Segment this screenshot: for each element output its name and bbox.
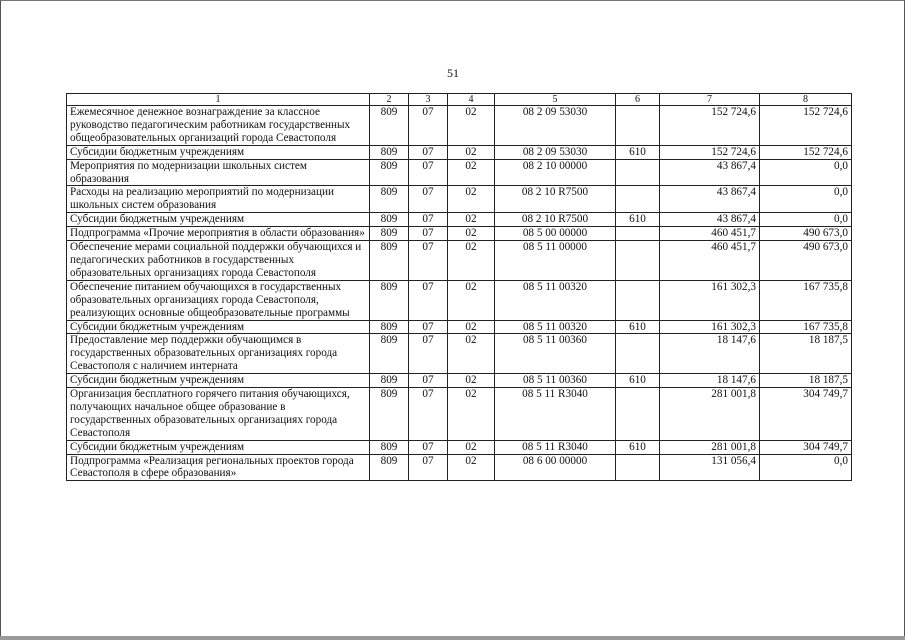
amount-year2-cell: 152 724,6 [760,145,852,159]
target-item-cell: 08 2 10 R7500 [495,186,616,213]
target-item-cell: 08 2 09 53030 [495,106,616,146]
amount-year1-cell: 43 867,4 [660,213,760,227]
target-item-cell: 08 2 09 53030 [495,145,616,159]
row-name-cell: Предоставление мер поддержки обучающимся в государственных образовательных организациях города Севастополя с наличием интерната [67,334,370,374]
column-header: 3 [409,94,448,106]
row-name-cell: Субсидии бюджетным учреждениям [67,145,370,159]
admin-code-cell: 809 [370,159,409,186]
expense-type-cell [616,388,660,441]
target-item-cell: 08 5 11 R3040 [495,388,616,441]
row-name-cell: Обеспечение мерами социальной поддержки обучающихся и педагогических работников в государственных образовательных организациях города Севастополя [67,241,370,281]
amount-year1-cell: 43 867,4 [660,159,760,186]
column-header: 1 [67,94,370,106]
expense-type-cell: 610 [616,320,660,334]
admin-code-cell: 809 [370,374,409,388]
expense-type-cell [616,186,660,213]
table-row [67,334,852,374]
table-row [67,213,852,227]
amount-year2-cell: 490 673,0 [760,227,852,241]
section-code-cell: 07 [409,388,448,441]
expense-type-cell [616,334,660,374]
target-item-cell: 08 5 00 00000 [495,227,616,241]
subsection-code-cell: 02 [448,186,495,213]
amount-year2-cell: 490 673,0 [760,241,852,281]
table-row [67,106,852,146]
subsection-code-cell: 02 [448,388,495,441]
amount-year2-cell: 18 187,5 [760,334,852,374]
row-name-cell: Расходы на реализацию мероприятий по модернизации школьных систем образования [67,186,370,213]
amount-year2-cell: 304 749,7 [760,440,852,454]
admin-code-cell: 809 [370,227,409,241]
admin-code-cell: 809 [370,145,409,159]
section-code-cell: 07 [409,106,448,146]
section-code-cell: 07 [409,227,448,241]
admin-code-cell: 809 [370,334,409,374]
admin-code-cell: 809 [370,320,409,334]
amount-year1-cell: 43 867,4 [660,186,760,213]
subsection-code-cell: 02 [448,320,495,334]
section-code-cell: 07 [409,374,448,388]
expense-type-cell [616,454,660,481]
section-code-cell: 07 [409,241,448,281]
row-name-cell: Субсидии бюджетным учреждениям [67,320,370,334]
table-row [67,280,852,320]
row-name-cell: Субсидии бюджетным учреждениям [67,213,370,227]
table-row [67,186,852,213]
amount-year1-cell: 281 001,8 [660,440,760,454]
amount-year2-cell: 18 187,5 [760,374,852,388]
row-name-cell: Ежемесячное денежное вознаграждение за классное руководство педагогическим работникам государственных общеобразовательных организаций города Севастополя [67,106,370,146]
table-row [67,227,852,241]
row-name-cell: Мероприятия по модернизации школьных систем образования [67,159,370,186]
page-number: 51 [447,66,459,80]
section-code-cell: 07 [409,280,448,320]
budget-table [66,93,852,481]
subsection-code-cell: 02 [448,334,495,374]
target-item-cell: 08 6 00 00000 [495,454,616,481]
expense-type-cell [616,227,660,241]
target-item-cell: 08 5 11 00000 [495,241,616,281]
amount-year1-cell: 18 147,6 [660,374,760,388]
table-row [67,320,852,334]
row-name-cell: Подпрограмма «Прочие мероприятия в области образования» [67,227,370,241]
amount-year1-cell: 18 147,6 [660,334,760,374]
target-item-cell: 08 5 11 00320 [495,280,616,320]
expense-type-cell: 610 [616,213,660,227]
table-row [67,374,852,388]
amount-year2-cell: 0,0 [760,454,852,481]
table-row [67,440,852,454]
expense-type-cell [616,106,660,146]
amount-year1-cell: 152 724,6 [660,106,760,146]
expense-type-cell [616,280,660,320]
amount-year2-cell: 167 735,8 [760,280,852,320]
admin-code-cell: 809 [370,440,409,454]
table-row [67,388,852,441]
scan-edge [0,636,905,640]
column-header: 6 [616,94,660,106]
target-item-cell: 08 5 11 00320 [495,320,616,334]
expense-type-cell [616,241,660,281]
amount-year1-cell: 460 451,7 [660,241,760,281]
subsection-code-cell: 02 [448,227,495,241]
subsection-code-cell: 02 [448,280,495,320]
amount-year2-cell: 0,0 [760,186,852,213]
subsection-code-cell: 02 [448,106,495,146]
amount-year1-cell: 161 302,3 [660,280,760,320]
section-code-cell: 07 [409,320,448,334]
amount-year2-cell: 152 724,6 [760,106,852,146]
target-item-cell: 08 5 11 00360 [495,334,616,374]
column-header: 4 [448,94,495,106]
section-code-cell: 07 [409,440,448,454]
table-row [67,145,852,159]
row-name-cell: Организация бесплатного горячего питания обучающихся, получающих начальное общее образование в государственных образовательных организациях города Севастополя [67,388,370,441]
expense-type-cell [616,159,660,186]
column-header: 2 [370,94,409,106]
expense-type-cell: 610 [616,374,660,388]
expense-type-cell: 610 [616,145,660,159]
admin-code-cell: 809 [370,388,409,441]
section-code-cell: 07 [409,454,448,481]
row-name-cell: Субсидии бюджетным учреждениям [67,374,370,388]
subsection-code-cell: 02 [448,241,495,281]
admin-code-cell: 809 [370,186,409,213]
column-header: 5 [495,94,616,106]
section-code-cell: 07 [409,334,448,374]
amount-year1-cell: 161 302,3 [660,320,760,334]
column-header: 8 [760,94,852,106]
admin-code-cell: 809 [370,241,409,281]
expense-type-cell: 610 [616,440,660,454]
admin-code-cell: 809 [370,280,409,320]
target-item-cell: 08 5 11 R3040 [495,440,616,454]
subsection-code-cell: 02 [448,440,495,454]
table-row [67,159,852,186]
subsection-code-cell: 02 [448,374,495,388]
amount-year1-cell: 281 001,8 [660,388,760,441]
amount-year1-cell: 131 056,4 [660,454,760,481]
amount-year2-cell: 0,0 [760,159,852,186]
amount-year1-cell: 152 724,6 [660,145,760,159]
target-item-cell: 08 2 10 00000 [495,159,616,186]
table-row [67,241,852,281]
section-code-cell: 07 [409,213,448,227]
admin-code-cell: 809 [370,106,409,146]
target-item-cell: 08 2 10 R7500 [495,213,616,227]
subsection-code-cell: 02 [448,213,495,227]
column-number-row [67,94,852,106]
subsection-code-cell: 02 [448,145,495,159]
admin-code-cell: 809 [370,213,409,227]
section-code-cell: 07 [409,159,448,186]
column-header: 7 [660,94,760,106]
subsection-code-cell: 02 [448,454,495,481]
row-name-cell: Подпрограмма «Реализация региональных проектов города Севастополя в сфере образования» [67,454,370,481]
subsection-code-cell: 02 [448,159,495,186]
row-name-cell: Субсидии бюджетным учреждениям [67,440,370,454]
amount-year2-cell: 0,0 [760,213,852,227]
amount-year2-cell: 167 735,8 [760,320,852,334]
section-code-cell: 07 [409,145,448,159]
section-code-cell: 07 [409,186,448,213]
admin-code-cell: 809 [370,454,409,481]
table-row [67,454,852,481]
target-item-cell: 08 5 11 00360 [495,374,616,388]
row-name-cell: Обеспечение питанием обучающихся в государственных образовательных организациях города Севастополя, реализующих основные общеобразовательные программы [67,280,370,320]
amount-year2-cell: 304 749,7 [760,388,852,441]
amount-year1-cell: 460 451,7 [660,227,760,241]
